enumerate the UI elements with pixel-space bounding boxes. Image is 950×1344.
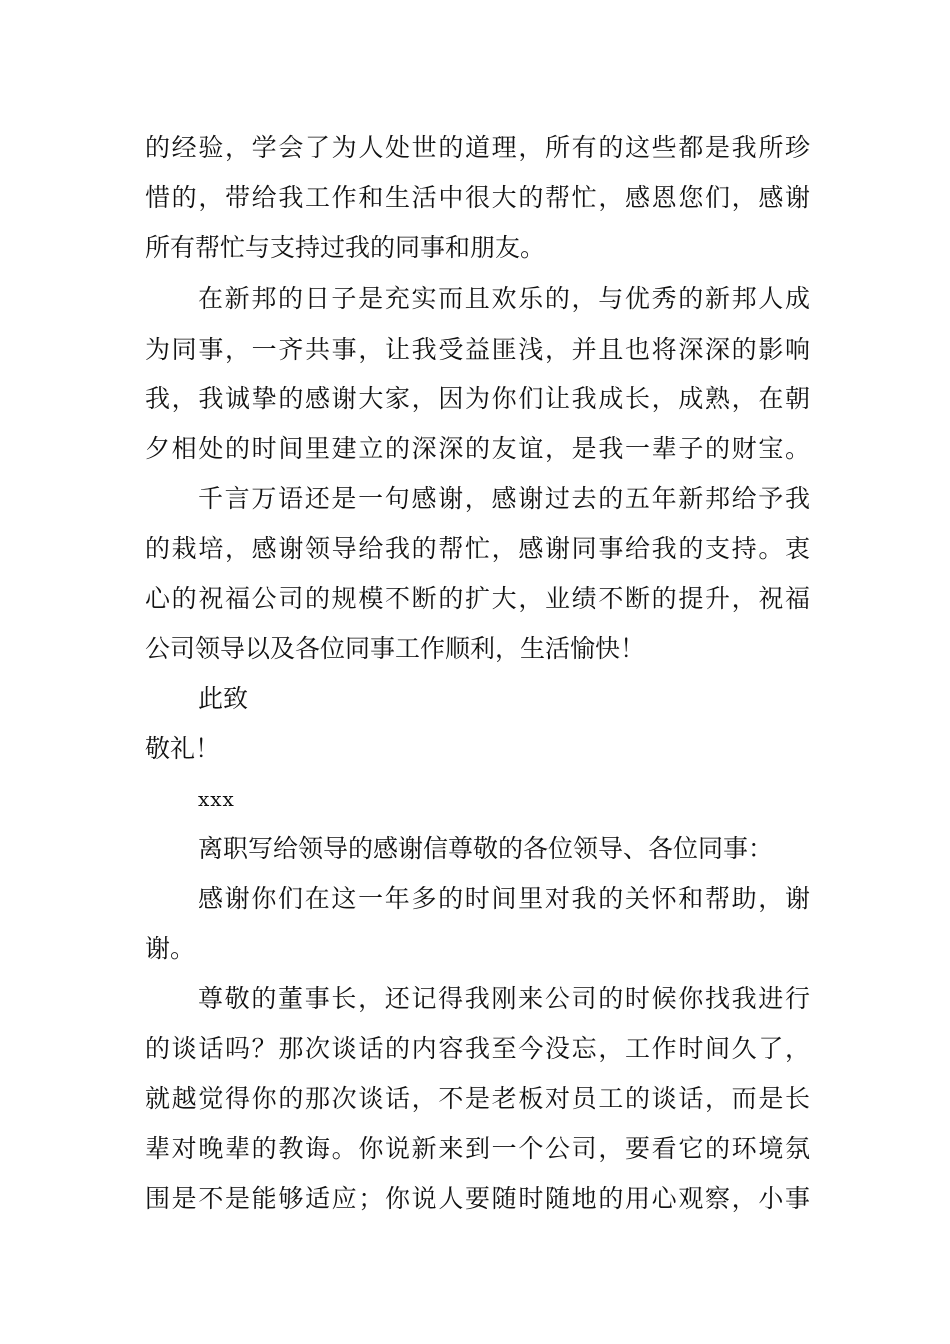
text-line: 为同事，一齐共事，让我受益匪浅，并且也将深深的影响 (145, 335, 810, 364)
text-line: 千言万语还是一句感谢，感谢过去的五年新邦给予我 (198, 484, 810, 513)
text-line: 就越觉得你的那次谈话，不是老板对员工的谈话，而是长 (145, 1084, 810, 1113)
text-line: 所有帮忙与支持过我的同事和朋友。 (145, 233, 546, 262)
text-line: 心的祝福公司的规模不断的扩大，业绩不断的提升，祝福 (145, 584, 810, 613)
text-line: 围是不是能够适应；你说人要随时随地的用心观察，小事 (145, 1184, 810, 1213)
text-line: 的谈话吗？那次谈话的内容我至今没忘，工作时间久了， (145, 1034, 810, 1063)
text-line: 公司领导以及各位同事工作顺利，生活愉快！ (145, 634, 646, 663)
text-line: 的经验，学会了为人处世的道理，所有的这些都是我所珍 (145, 133, 810, 162)
text-line: 在新邦的日子是充实而且欢乐的，与优秀的新邦人成 (198, 284, 810, 313)
text-line: 的栽培，感谢领导给我的帮忙，感谢同事给我的支持。衷 (145, 534, 810, 563)
closing-salutation: 此致 (198, 684, 249, 713)
signature-name: xxx (198, 787, 235, 811)
text-line: 夕相处的时间里建立的深深的友谊，是我一辈子的财宝。 (145, 434, 810, 463)
text-line: 尊敬的董事长，还记得我刚来公司的时候你找我进行 (198, 984, 810, 1013)
text-line: 辈对晚辈的教诲。你说新来到一个公司，要看它的环境氛 (145, 1134, 810, 1163)
closing-regards: 敬礼！ (145, 734, 221, 763)
text-line: 惜的，带给我工作和生活中很大的帮忙，感恩您们，感谢 (145, 183, 810, 212)
text-line: 谢。 (145, 934, 196, 963)
text-line: 我，我诚挚的感谢大家，因为你们让我成长，成熟，在朝 (145, 384, 810, 413)
letter-heading: 离职写给领导的感谢信尊敬的各位领导、各位同事： (198, 834, 774, 863)
text-line: 感谢你们在这一年多的时间里对我的关怀和帮助，谢 (198, 884, 810, 913)
